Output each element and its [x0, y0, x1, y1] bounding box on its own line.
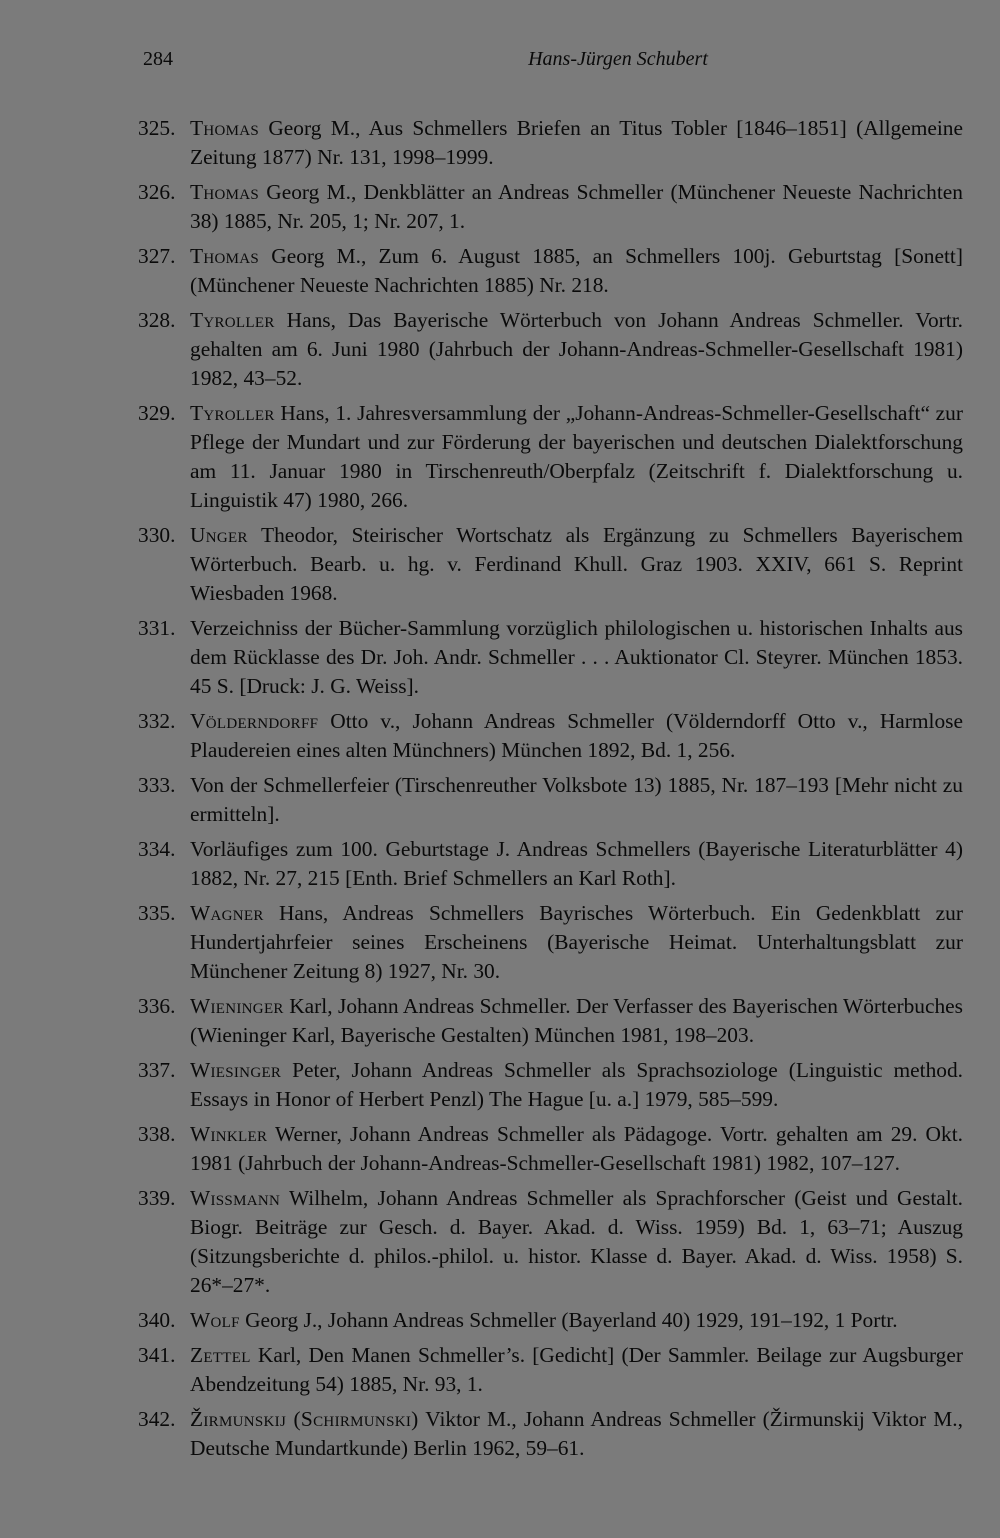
entry-number: 341.: [138, 1343, 176, 1367]
entry-author: Winkler: [190, 1122, 268, 1146]
bibliography-entry-327: [138, 242, 963, 300]
entry-author: Tyroller: [190, 401, 275, 425]
entry-text: Werner, Johann Andreas Schmeller als Pädagoge. Vortr. gehalten am 29. Okt. 1981 (Jahrbuch der Johann-Andreas-Schmeller-Gesellschaft 1981) 1982, 107–127.: [190, 1122, 963, 1175]
entry-number: 325.: [138, 116, 176, 140]
bibliography-entry-340: [138, 1306, 963, 1335]
entry-author: Thomas: [190, 244, 260, 268]
entry-text: Hans, Andreas Schmellers Bayrisches Wörterbuch. Ein Gedenkblatt zur Hundertjahrfeier seines Erscheinens (Bayerische Heimat. Unterhaltungsblatt zur Münchener Zeitung 8) 1927, Nr. 30.: [190, 901, 963, 983]
entry-author: Unger: [190, 523, 248, 547]
entry-text: Karl, Den Manen Schmeller’s. [Gedicht] (Der Sammler. Beilage zur Augsburger Abendzeitung 54) 1885, Nr. 93, 1.: [190, 1343, 963, 1396]
entry-text: Viktor M., Johann Andreas Schmeller (Žirmunskij Viktor M., Deutsche Mundartkunde) Berlin 1962, 59–61.: [190, 1407, 963, 1460]
entry-author: Žirmunskij (Schirmunski): [190, 1407, 419, 1431]
entry-text: Von der Schmellerfeier (Tirschenreuther Volksbote 13) 1885, Nr. 187–193 [Mehr nicht zu ermitteln].: [190, 773, 963, 826]
entry-text: Georg J., Johann Andreas Schmeller (Bayerland 40) 1929, 191–192, 1 Portr.: [239, 1308, 898, 1332]
entry-number: 339.: [138, 1186, 176, 1210]
bibliography-entry-338: [138, 1120, 963, 1178]
entry-number: 340.: [138, 1308, 176, 1332]
page-number: 284: [143, 48, 173, 70]
bibliography-entry-336: [138, 992, 963, 1050]
running-title: Hans-Jürgen Schubert: [528, 48, 708, 70]
bibliography-entry-335: [138, 899, 963, 986]
bibliography-entry-329: [138, 399, 963, 515]
bibliography-entry-331: [138, 614, 963, 701]
entry-text: Georg M., Denkblätter an Andreas Schmeller (Münchener Neueste Nachrichten 38) 1885, Nr. 205, 1; Nr. 207, 1.: [190, 180, 963, 233]
entry-number: 342.: [138, 1407, 176, 1431]
entry-text: Hans, Das Bayerische Wörterbuch von Johann Andreas Schmeller. Vortr. gehalten am 6. Juni 1980 (Jahrbuch der Johann-Andreas-Schmeller-Gesellschaft 1981) 1982, 43–52.: [190, 308, 963, 390]
entry-text: Otto v., Johann Andreas Schmeller (Völderndorff Otto v., Harmlose Plaudereien eines alten Münchners) München 1892, Bd. 1, 256.: [190, 709, 963, 762]
entry-number: 329.: [138, 401, 176, 425]
entry-author: Völderndorff: [190, 709, 319, 733]
entry-text: Vorläufiges zum 100. Geburtstage J. Andreas Schmellers (Bayerische Literaturblätter 4) 1882, Nr. 27, 215 [Enth. Brief Schmellers an Karl Roth].: [190, 837, 963, 890]
entry-text: Peter, Johann Andreas Schmeller als Sprachsoziologe (Linguistic method. Essays in Honor of Herbert Penzl) The Hague [u. a.] 1979, 585–599.: [190, 1058, 963, 1111]
entry-number: 327.: [138, 244, 176, 268]
entry-author: Thomas: [190, 180, 260, 204]
entry-number: 331.: [138, 616, 176, 640]
entry-text: Hans, 1. Jahresversammlung der „Johann-Andreas-Schmeller-Gesellschaft“ zur Pflege der Mundart und zur Förderung der bayerischen und deutschen Dialektforschung am 11. Januar 1980 in Tirschenreuth/Oberpfalz (Zeitschrift f. Dialektforschung u. Linguistik 47) 1980, 266.: [190, 401, 963, 512]
entry-number: 333.: [138, 773, 176, 797]
entry-number: 337.: [138, 1058, 176, 1082]
entry-text: Georg M., Aus Schmellers Briefen an Titus Tobler [1846–1851] (Allgemeine Zeitung 1877) Nr. 131, 1998–1999.: [190, 116, 963, 169]
entry-text: Verzeichniss der Bücher-Sammlung vorzüglich philologischen u. historischen Inhalts aus dem Rücklasse des Dr. Joh. Andr. Schmeller . . . Auktionator Cl. Steyrer. München 1853. 45 S. [Druck: J. G. Weiss].: [190, 616, 963, 698]
entry-number: 328.: [138, 308, 176, 332]
bibliography-entry-332: [138, 707, 963, 765]
entry-author: Zettel: [190, 1343, 251, 1367]
bibliography-list: [138, 114, 963, 1469]
entry-author: Wolf: [190, 1308, 240, 1332]
running-head: [143, 48, 963, 76]
entry-author: Wieninger: [190, 994, 284, 1018]
entry-number: 336.: [138, 994, 176, 1018]
entry-number: 332.: [138, 709, 176, 733]
entry-text: Wilhelm, Johann Andreas Schmeller als Sprachforscher (Geist und Gestalt. Biogr. Beiträge zur Gesch. d. Bayer. Akad. d. Wiss. 1959) Bd. 1, 63–71; Auszug (Sitzungsberichte d. philos.-philol. u. histor. Klasse d. Bayer. Akad. d. Wiss. 1958) S. 26*–27*.: [190, 1186, 963, 1297]
bibliography-entry-334: [138, 835, 963, 893]
bibliography-entry-341: [138, 1341, 963, 1399]
entry-number: 338.: [138, 1122, 176, 1146]
entry-author: Thomas: [190, 116, 260, 140]
entry-text: Theodor, Steirischer Wortschatz als Ergänzung zu Schmellers Bayerischem Wörterbuch. Bearb. u. hg. v. Ferdinand Khull. Graz 1903. XXIV, 661 S. Reprint Wiesbaden 1968.: [190, 523, 963, 605]
entry-number: 326.: [138, 180, 176, 204]
entry-author: Tyroller: [190, 308, 275, 332]
entry-author: Wissmann: [190, 1186, 281, 1210]
bibliography-entry-333: [138, 771, 963, 829]
bibliography-entry-328: [138, 306, 963, 393]
entry-number: 330.: [138, 523, 176, 547]
bibliography-entry-342: [138, 1405, 963, 1463]
bibliography-entry-330: [138, 521, 963, 608]
entry-number: 334.: [138, 837, 176, 861]
bibliography-entry-325: [138, 114, 963, 172]
entry-text: Karl, Johann Andreas Schmeller. Der Verfasser des Bayerischen Wörterbuches (Wieninger Karl, Bayerische Gestalten) München 1981, 198–203.: [190, 994, 963, 1047]
entry-author: Wagner: [190, 901, 264, 925]
entry-number: 335.: [138, 901, 176, 925]
entry-text: Georg M., Zum 6. August 1885, an Schmellers 100j. Geburtstag [Sonett] (Münchener Neueste Nachrichten 1885) Nr. 218.: [190, 244, 963, 297]
bibliography-entry-326: [138, 178, 963, 236]
bibliography-entry-339: [138, 1184, 963, 1300]
entry-author: Wiesinger: [190, 1058, 282, 1082]
bibliography-entry-337: [138, 1056, 963, 1114]
